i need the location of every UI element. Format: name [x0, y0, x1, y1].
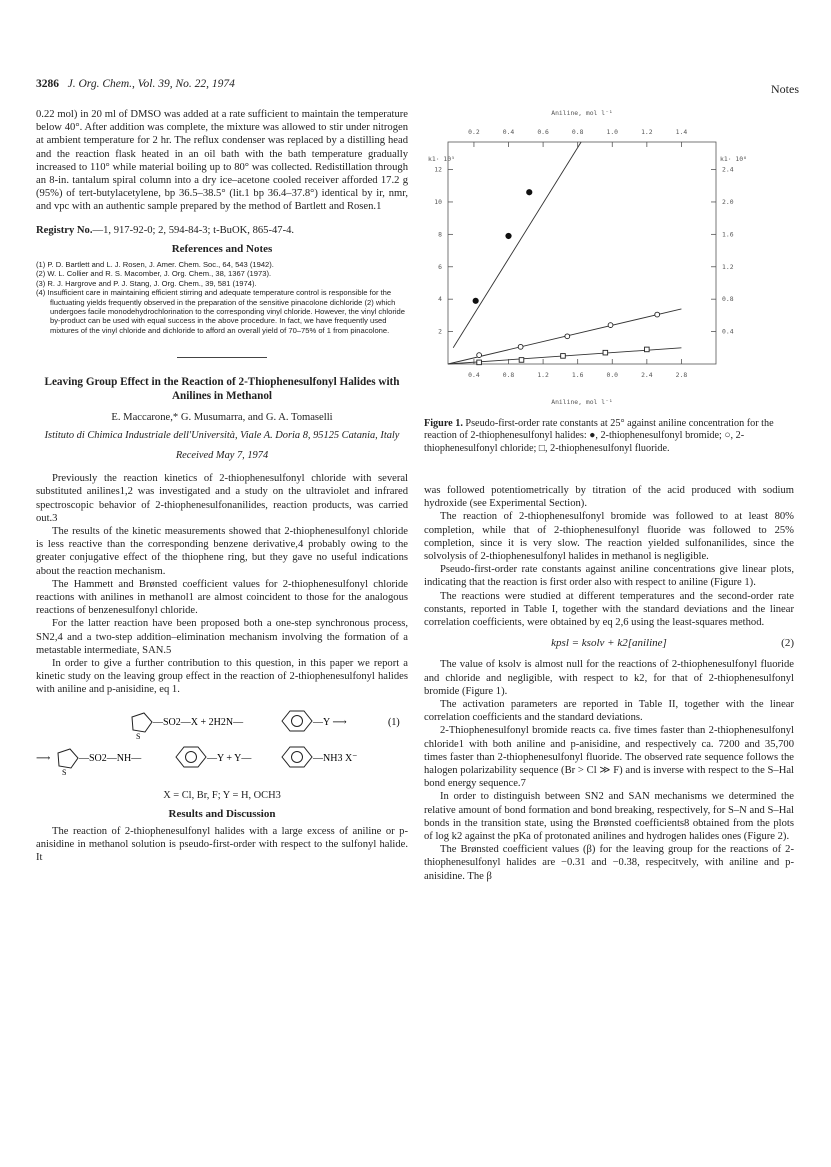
page-number: 3286 — [36, 78, 59, 90]
chloride-data-point — [608, 323, 613, 328]
results-heading: Results and Discussion — [168, 807, 276, 820]
body-paragraph: The reactions were studied at different temperatures and the second-order rate constants, reported in Table I, together with the standard deviations and the linear correlation coefficients, were obtained by eq 2,6 using the least-squares method. — [424, 590, 794, 629]
reaction-scheme — [36, 703, 408, 785]
scheme-legend: X = Cl, Br, F; Y = H, OCH3 — [163, 789, 281, 801]
chloride-data-point — [518, 344, 523, 349]
body-paragraph: The Hammett and Brønsted coefficient values for 2-thiophenesulfonyl chloride reactions with anilines in methanol1 are almost coincident to those for the analogous reactions of benzenesulfonyl chloride. — [36, 578, 408, 617]
body-paragraph: was followed potentiometrically by titration of the acid produced with sodium hydroxide (see Experimental Section). — [424, 485, 794, 510]
series-1-fit-line — [453, 142, 581, 348]
reference-item: (1) P. D. Bartlett and L. J. Rosen, J. Amer. Chem. Soc., 64, 543 (1942). — [36, 260, 274, 270]
right-tick-label: 1.6 — [722, 230, 734, 239]
bottom-tick-label: 0.0 — [606, 371, 619, 379]
fluoride-data-point — [561, 354, 566, 359]
benzene-ring-icon — [176, 747, 206, 767]
body-paragraph: 2-Thiophenesulfonyl bromide reacts ca. five times faster than 2-thiophenesulfonyl chloride1 with both aniline and p-anisidine, and respectively ca. 7200 and 35,700 times faster than 2-thiophenesulfonyl fluoride. The observed rate sequence follows the halogen polarizability sequence (Br > Cl ≫ F) and is inverse with respect to the S–Hal bond energy sequence.7 — [424, 725, 794, 790]
page-header — [36, 78, 235, 90]
journal-citation: J. Org. Chem., Vol. 39, No. 22, 1974 — [67, 78, 235, 90]
body-paragraph: The reaction of 2-thiophenesulfonyl halides with a large excess of aniline or p-anisidine in methanol solution is pseudo-first-order with respect to the sulfonyl halide. It — [36, 826, 408, 864]
fluoride-data-point — [645, 347, 650, 352]
bottom-tick-label: 0.8 — [502, 371, 515, 379]
article-authors: E. Maccarone,* G. Musumarra, and G. A. Tomaselli — [111, 412, 333, 424]
top-tick-label: 1.0 — [606, 128, 619, 136]
top-tick-label: 1.2 — [641, 128, 653, 136]
chloride-data-point — [655, 312, 660, 317]
author-affiliation: Istituto di Chimica Industriale dell'Università, Viale A. Doria 8, 95125 Catania, Italy — [44, 430, 400, 442]
body-paragraph: Pseudo-first-order rate constants against aniline concentrations give linear plots, indicating that the reaction is first order also with respect to aniline (Figure 1). — [424, 564, 794, 589]
section-name: Notes — [771, 82, 799, 96]
reference-item: (2) W. L. Collier and R. S. Macomber, J. Org. Chem., 38, 1367 (1973). — [36, 269, 272, 279]
references-list — [36, 260, 408, 335]
body-paragraph: The value of ksolv is almost null for the reactions of 2-thiophenesulfonyl fluoride and chloride and negligible, with respect to k2, for that of 2-thiophenesulfonyl bromide (Figure 1). — [424, 659, 794, 697]
article-title: Leaving Group Effect in the Reaction of 2-Thiophenesulfonyl Halides with Anilines in Methanol — [44, 376, 400, 402]
reference-item: (3) R. J. Hargrove and P. J. Stang, J. Org. Chem., 39, 581 (1974). — [36, 278, 257, 288]
scheme-arrow: ⟶ — [36, 752, 51, 764]
bottom-tick-label: 1.2 — [537, 371, 549, 379]
fluoride-data-point — [477, 360, 482, 365]
chart-svg — [424, 104, 747, 414]
equation-text: kpsl = ksolv + k2[aniline] — [551, 637, 667, 650]
left-tick-label: 12 — [434, 165, 442, 174]
bottom-tick-label: 2.4 — [641, 371, 653, 379]
reference-item: (4) Insufficient care in maintaining efficient stirring and adequate temperature control is responsible for the fluctuating yields frequently observed in the preparation of the sensitive pinacolone dichloride (2) which undergoes facile monodehydrochlorination to the corresponding vinyl chloride. However, the vinyl chloride by-product can be used with equal success in the above procedure. In fact, we have frequently used mixtures of the vinyl chloride and dichloride to afford an overall yield of 70–75% of 1 from pinacolone. — [36, 288, 406, 335]
scheme-line1-left: —SO2—X + 2H2N— — [153, 716, 244, 728]
bottom-tick-label: 2.8 — [675, 371, 688, 379]
equation-number: (1) — [388, 716, 400, 728]
top-axis-label: Aniline, mol l⁻¹ — [551, 109, 613, 117]
right-tick-label: 2.0 — [722, 197, 734, 206]
references-heading: References and Notes — [171, 242, 273, 255]
received-date: Received May 7, 1974 — [175, 449, 269, 461]
chloride-data-point — [565, 334, 570, 339]
bromide-data-point — [506, 233, 511, 238]
right-tick-label: 0.4 — [722, 327, 734, 336]
chloride-data-point — [477, 353, 482, 358]
body-paragraph: The Brønsted coefficient values (β) for the leaving group for the reactions of 2-thiophenesulfonyl halides are −0.31 and −0.38, respecitvely, with aniline and p-anisidine. The β — [424, 844, 794, 882]
left-tick-label: 8 — [438, 230, 442, 239]
left-column — [36, 108, 408, 865]
scheme-line2-part3: —NH3 X⁻ — [313, 752, 358, 764]
registry-label: Registry No. — [36, 224, 93, 236]
right-column — [424, 484, 794, 883]
left-tick-label: 6 — [438, 262, 442, 271]
body-paragraph: In order to give a further contribution to this question, in this paper we report a kinetic study on the leaving group effect in the reaction of 2-thiophenesulfonyl halides with aniline and p-anisidine, eq 1. — [36, 658, 408, 696]
equation-number: (2) — [781, 637, 794, 650]
thiophene-ring-icon — [58, 749, 78, 768]
right-tick-label: 0.8 — [722, 295, 734, 304]
sulfur-label: S — [136, 731, 141, 741]
benzene-ring-icon — [282, 711, 312, 731]
left-axis-label: k1· 10⁵ — [428, 155, 455, 163]
equation-2 — [424, 637, 794, 650]
right-tick-label: 2.4 — [722, 165, 734, 174]
left-tick-label: 2 — [438, 327, 442, 336]
scheme-line1-right: —Y ⟶ — [313, 716, 347, 728]
figure-1-chart — [424, 104, 747, 414]
figure-caption — [424, 418, 796, 455]
scheme-line2-part1: —SO2—NH— — [79, 752, 142, 764]
fluoride-data-point — [519, 358, 524, 363]
body-paragraph: For the latter reaction have been proposed both a one-step synchronous process, SN2,4 and a two-step addition–elimination mechanism involving the formation of a metastable intermediate, SAN.5 — [36, 618, 408, 656]
left-tick-label: 10 — [434, 197, 442, 206]
sulfur-label: S — [62, 767, 67, 777]
top-tick-label: 0.6 — [537, 128, 549, 136]
top-tick-label: 0.2 — [468, 128, 480, 136]
benzene-ring-icon — [282, 747, 312, 767]
body-paragraph: In order to distinguish between SN2 and SAN mechanisms we determined the relative amount of bond formation and bond breaking, respectively, for S–N and S–Hal bonds in the transition state, using the Brønsted coefficients8 obtained from the plots of log k2 against the pKa of protonated anilines and hydrogen halides ones (Figure 2). — [424, 791, 794, 843]
top-tick-label: 0.4 — [502, 128, 515, 136]
reaction-scheme-drawing — [36, 703, 408, 785]
figure-label: Figure 1. — [424, 418, 463, 429]
fluoride-data-point — [603, 350, 608, 355]
bottom-tick-label: 0.4 — [468, 371, 480, 379]
registry-text: —1, 917-92-0; 2, 594-84-3; t-BuOK, 865-47-4. — [92, 224, 295, 236]
bromide-data-point — [473, 298, 478, 303]
figure-caption-text: Pseudo-first-order rate constants at 25° against aniline concentration for the reaction of 2-thiophenesulfonyl halides: ●, 2-thiophenesulfonyl bromide; ○, 2-thiophenesulfonyl chloride; □, 2-thiophenesulfonyl fluoride. — [424, 418, 774, 454]
left-tick-label: 4 — [438, 295, 442, 304]
top-tick-label: 1.4 — [675, 128, 688, 136]
body-paragraph: Previously the reaction kinetics of 2-thiophenesulfonyl chloride with several substituted anilines1,2 was investigated and a study on the ultraviolet and infrared spectroscopic behavior of 2-thiophenesulfonanilides, reaction products, was carried out.3 — [36, 473, 408, 524]
bromide-data-point — [527, 190, 532, 195]
plot-frame — [448, 142, 716, 364]
thiophene-ring-icon — [132, 713, 152, 732]
bottom-axis-label: Aniline, mol l⁻¹ — [551, 398, 613, 406]
intro-paragraph: 0.22 mol) in 20 ml of DMSO was added at a rate sufficient to maintain the temperature below 40°. After addition was complete, the mixture was allowed to stir under nitrogen at ambient temperature for 2 hr. The reflux condenser was replaced by a distilling head and the reaction flask heated in an oil bath with the bath temperature gradually increased to 110° while material boiling up to 80° was collected. Redistillation through an 8-in. tantalum spiral column into a dry ice–acetone cooled receiver afforded 17.2 g (95%) of tert-butylacetylene, bp 36.5–38.5° (lit.1 bp 36.4–37.8°) identical by ir, nmr, and vpc with an authentic sample prepared by the method of Bartlett and Rosen.1 — [36, 109, 408, 213]
body-paragraph: The results of the kinetic measurements showed that 2-thiophenesulfonyl chloride is less reactive than the corresponding benzene derivative,4 probably owing to the greater conjugative effect of the thiophene ring, but they gave no useful indications about the reaction mechanism. — [36, 526, 408, 577]
scheme-line2-part2: —Y + Y— — [207, 752, 252, 764]
bottom-tick-label: 1.6 — [571, 371, 584, 379]
section-divider — [177, 357, 267, 358]
top-tick-label: 0.8 — [571, 128, 584, 136]
right-tick-label: 1.2 — [722, 262, 734, 271]
right-axis-label: k1· 10⁸ — [720, 155, 747, 163]
body-paragraph: The reaction of 2-thiophenesulfonyl bromide was followed to at least 80% completion, while that of 2-thiophenesulfonyl fluoride was followed to 25% completion, since it is very slow. The reaction yielded sulfonanilides, since the solvolysis of 2-thiophenesulfonyl halides in methanol is negligible. — [424, 511, 794, 563]
registry-line — [36, 224, 408, 237]
body-paragraph: The activation parameters are reported in Table II, together with the linear correlation coefficients and the standard deviations. — [424, 699, 794, 724]
